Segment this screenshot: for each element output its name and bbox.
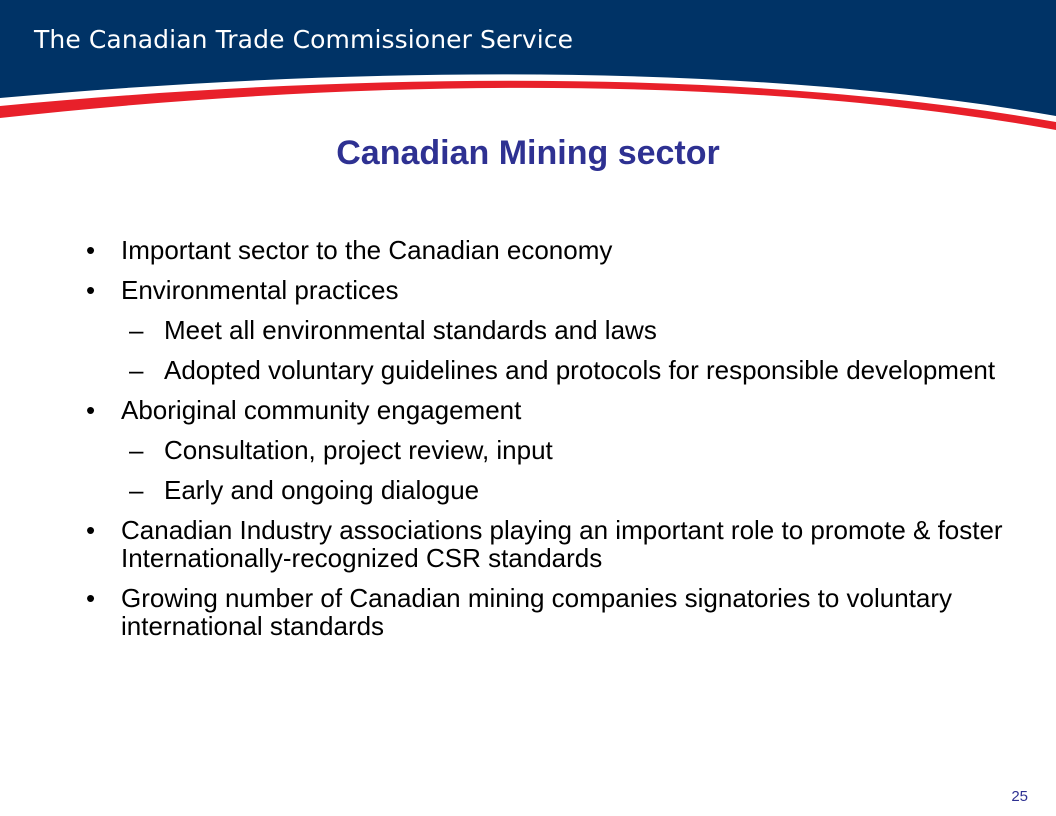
sub-bullet-item [86,356,1006,384]
bullet-text: Important sector to the Canadian economy [121,235,613,265]
sub-bullet-item [86,476,1006,504]
bullet-marker: • [86,275,96,305]
bullet-text: Aboriginal community engagement [121,395,522,425]
page-number: 25 [1011,788,1028,805]
bullet-text: Early and ongoing dialogue [164,475,480,505]
dash-marker: – [129,475,144,505]
bullet-item [86,516,1006,572]
header-banner-shape [0,0,1056,130]
bullet-item [86,584,1006,640]
sub-bullet-item [86,316,1006,344]
sub-bullet-item [86,436,1006,464]
header-title: The Canadian Trade Commissioner Service [34,25,574,54]
bullet-text: Canadian Industry associations playing an important role to promote & foster Internationally-recognized CSR standards [121,515,1003,573]
bullet-text: Consultation, project review, input [164,435,553,465]
dash-marker: – [129,355,144,385]
bullet-marker: • [86,583,96,613]
slide-title: Canadian Mining sector [336,134,720,172]
bullet-text: Growing number of Canadian mining companies signatories to voluntary international standards [121,583,952,641]
bullet-list [86,236,1006,652]
bullet-text: Adopted voluntary guidelines and protocols for responsible development [164,355,996,385]
bullet-item [86,396,1006,424]
bullet-marker: • [86,515,96,545]
bullet-marker: • [86,395,96,425]
bullet-marker: • [86,235,96,265]
bullet-item [86,276,1006,304]
header-banner [0,0,1056,130]
bullet-text: Meet all environmental standards and laws [164,315,657,345]
bullet-item [86,236,1006,264]
dash-marker: – [129,315,144,345]
bullet-text: Environmental practices [121,275,399,305]
dash-marker: – [129,435,144,465]
